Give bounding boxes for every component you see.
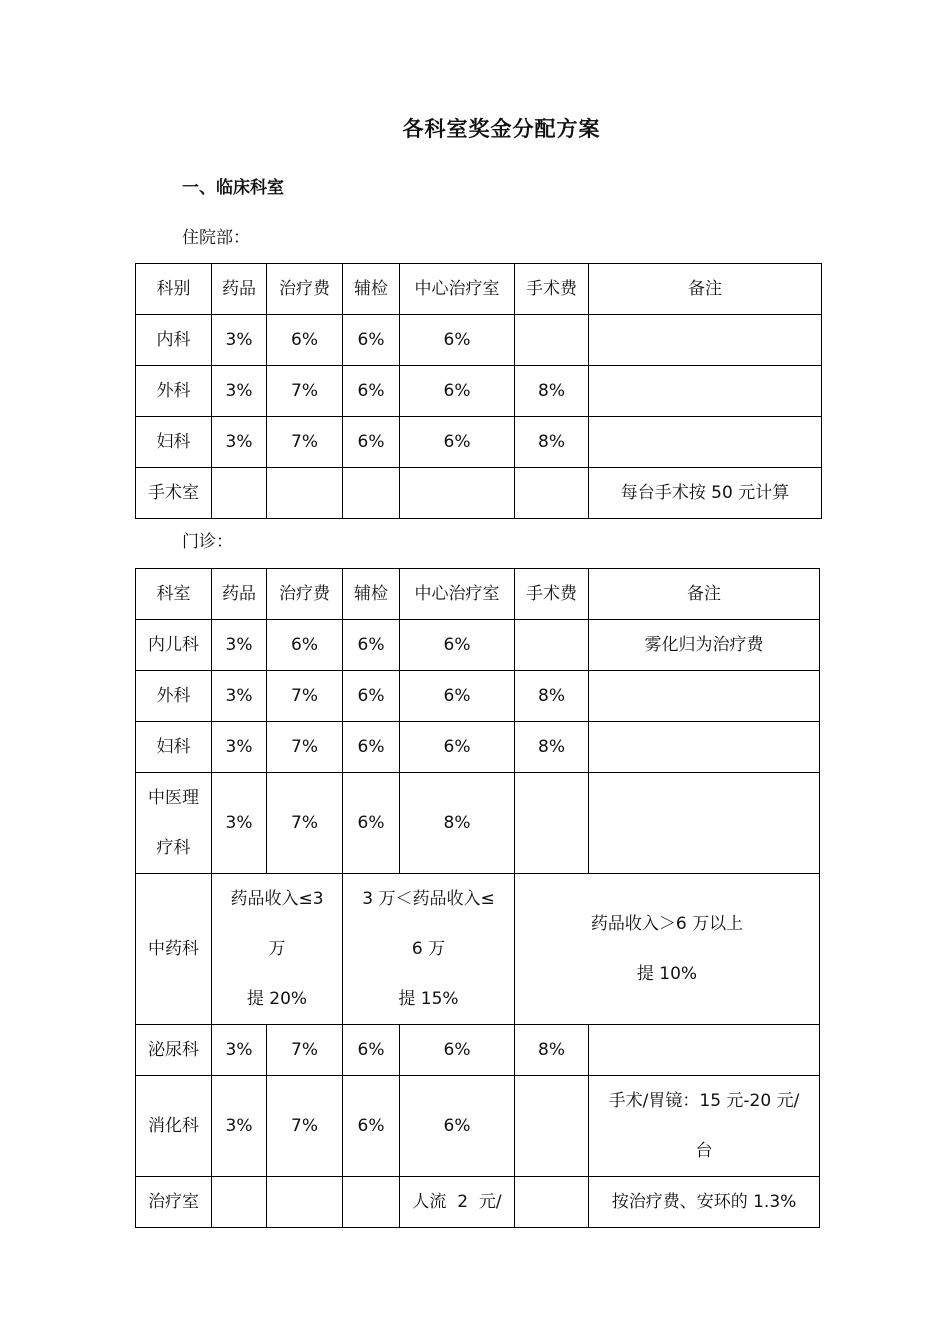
cell [212,468,267,519]
header-cell: 治疗费 [267,264,343,315]
cell: 每台手术按 50 元计算 [589,468,822,519]
cell: 6% [343,620,400,671]
cell: 6% [400,1076,515,1177]
tier-line: 药品收入≤3 [230,889,324,909]
cell [589,722,820,773]
header-cell: 药品 [212,569,267,620]
cell [589,773,820,874]
table-row [136,417,822,468]
cell: 6% [400,1025,515,1076]
cell: 8% [515,366,589,417]
tier-line: 6 万 [411,939,446,959]
tier-cell [212,874,343,1025]
header-cell: 科别 [136,264,212,315]
cell: 8% [400,773,515,874]
cell: 6% [343,366,400,417]
cell: 妇科 [136,722,212,773]
tier-line: 提 20% [246,989,308,1009]
header-cell: 中心治疗室 [400,264,515,315]
cell [589,671,820,722]
tier-line: 药品收入＞6 万以上 [590,914,744,934]
cell: 6% [400,417,515,468]
cell: 内儿科 [136,620,212,671]
table-row [136,773,820,874]
cell: 6% [343,417,400,468]
cell [267,1177,343,1228]
cell [515,315,589,366]
cell [212,1177,267,1228]
inpatient-label: 住院部： [182,228,250,248]
header-cell: 药品 [212,264,267,315]
cell: 7% [267,1025,343,1076]
cell: 3% [212,722,267,773]
cell [515,620,589,671]
cell [343,468,400,519]
tier-line: 提 10% [636,964,698,984]
table-row [136,366,822,417]
cell: 3% [212,1076,267,1177]
cell [589,1025,820,1076]
header-cell: 辅检 [343,264,400,315]
tier-cell [343,874,515,1025]
header-cell: 治疗费 [267,569,343,620]
header-cell: 科室 [136,569,212,620]
cell: 7% [267,366,343,417]
note-cell [589,1076,820,1177]
dept-name-cell [136,773,212,874]
cell: 6% [343,773,400,874]
cell: 6% [343,671,400,722]
header-cell: 中心治疗室 [400,569,515,620]
cell: 中药科 [136,874,212,1025]
table-row [136,620,820,671]
tier-cell [515,874,820,1025]
cell: 7% [267,1076,343,1177]
cell: 3% [212,773,267,874]
cell: 6% [343,1025,400,1076]
cell: 6% [343,315,400,366]
cell: 外科 [136,366,212,417]
cell: 6% [343,722,400,773]
cell: 3% [212,1025,267,1076]
cell: 6% [400,722,515,773]
header-cell: 手术费 [515,569,589,620]
header-cell: 备注 [589,569,820,620]
cell: 消化科 [136,1076,212,1177]
cell: 泌尿科 [136,1025,212,1076]
table-row [136,468,822,519]
cell [343,1177,400,1228]
cell: 8% [515,671,589,722]
outpatient-table [135,568,820,1228]
cell: 8% [515,417,589,468]
cell: 6% [343,1076,400,1177]
cell: 7% [267,417,343,468]
cell: 妇科 [136,417,212,468]
cell [589,366,822,417]
cell [589,315,822,366]
outpatient-label: 门诊： [182,532,233,552]
tier-line: 提 15% [398,989,459,1009]
cell: 外科 [136,671,212,722]
table-row [136,1076,820,1177]
cell: 6% [400,366,515,417]
table-row [136,874,820,1025]
cell: 7% [267,671,343,722]
cell: 雾化归为治疗费 [589,620,820,671]
cell: 8% [515,1025,589,1076]
cell: 7% [267,722,343,773]
tier-line: 万 [268,939,286,959]
section-heading: 一、临床科室 [182,178,284,198]
table-row [136,1025,820,1076]
cell [515,1076,589,1177]
cell [515,773,589,874]
cell: 按治疗费、安环的 1.3% [589,1177,820,1228]
dept-name-line: 疗科 [156,838,191,858]
cell: 手术室 [136,468,212,519]
page-title: 各科室奖金分配方案 [402,117,601,141]
cell: 3% [212,366,267,417]
cell: 人流 2 元/ [400,1177,515,1228]
cell: 6% [400,620,515,671]
cell: 内科 [136,315,212,366]
cell [400,468,515,519]
cell: 7% [267,773,343,874]
cell: 6% [267,315,343,366]
cell [267,468,343,519]
header-cell: 备注 [589,264,822,315]
note-line: 手术/胃镜：15 元-20 元/ [608,1091,800,1111]
cell: 6% [400,315,515,366]
table-header-row [136,569,820,620]
header-cell: 手术费 [515,264,589,315]
table-header-row [136,264,822,315]
cell: 3% [212,671,267,722]
dept-name-line: 中医理 [148,788,199,808]
cell: 3% [212,417,267,468]
cell: 6% [400,671,515,722]
cell: 治疗室 [136,1177,212,1228]
table-row [136,315,822,366]
cell: 3% [212,620,267,671]
table-row [136,1177,820,1228]
cell: 3% [212,315,267,366]
header-cell: 辅检 [343,569,400,620]
inpatient-table [135,263,822,519]
cell [515,1177,589,1228]
cell [515,468,589,519]
table-row [136,671,820,722]
cell [589,417,822,468]
cell: 6% [267,620,343,671]
note-line: 台 [695,1141,713,1161]
cell: 8% [515,722,589,773]
table-row [136,722,820,773]
tier-line: 3 万＜药品收入≤ [362,889,495,909]
